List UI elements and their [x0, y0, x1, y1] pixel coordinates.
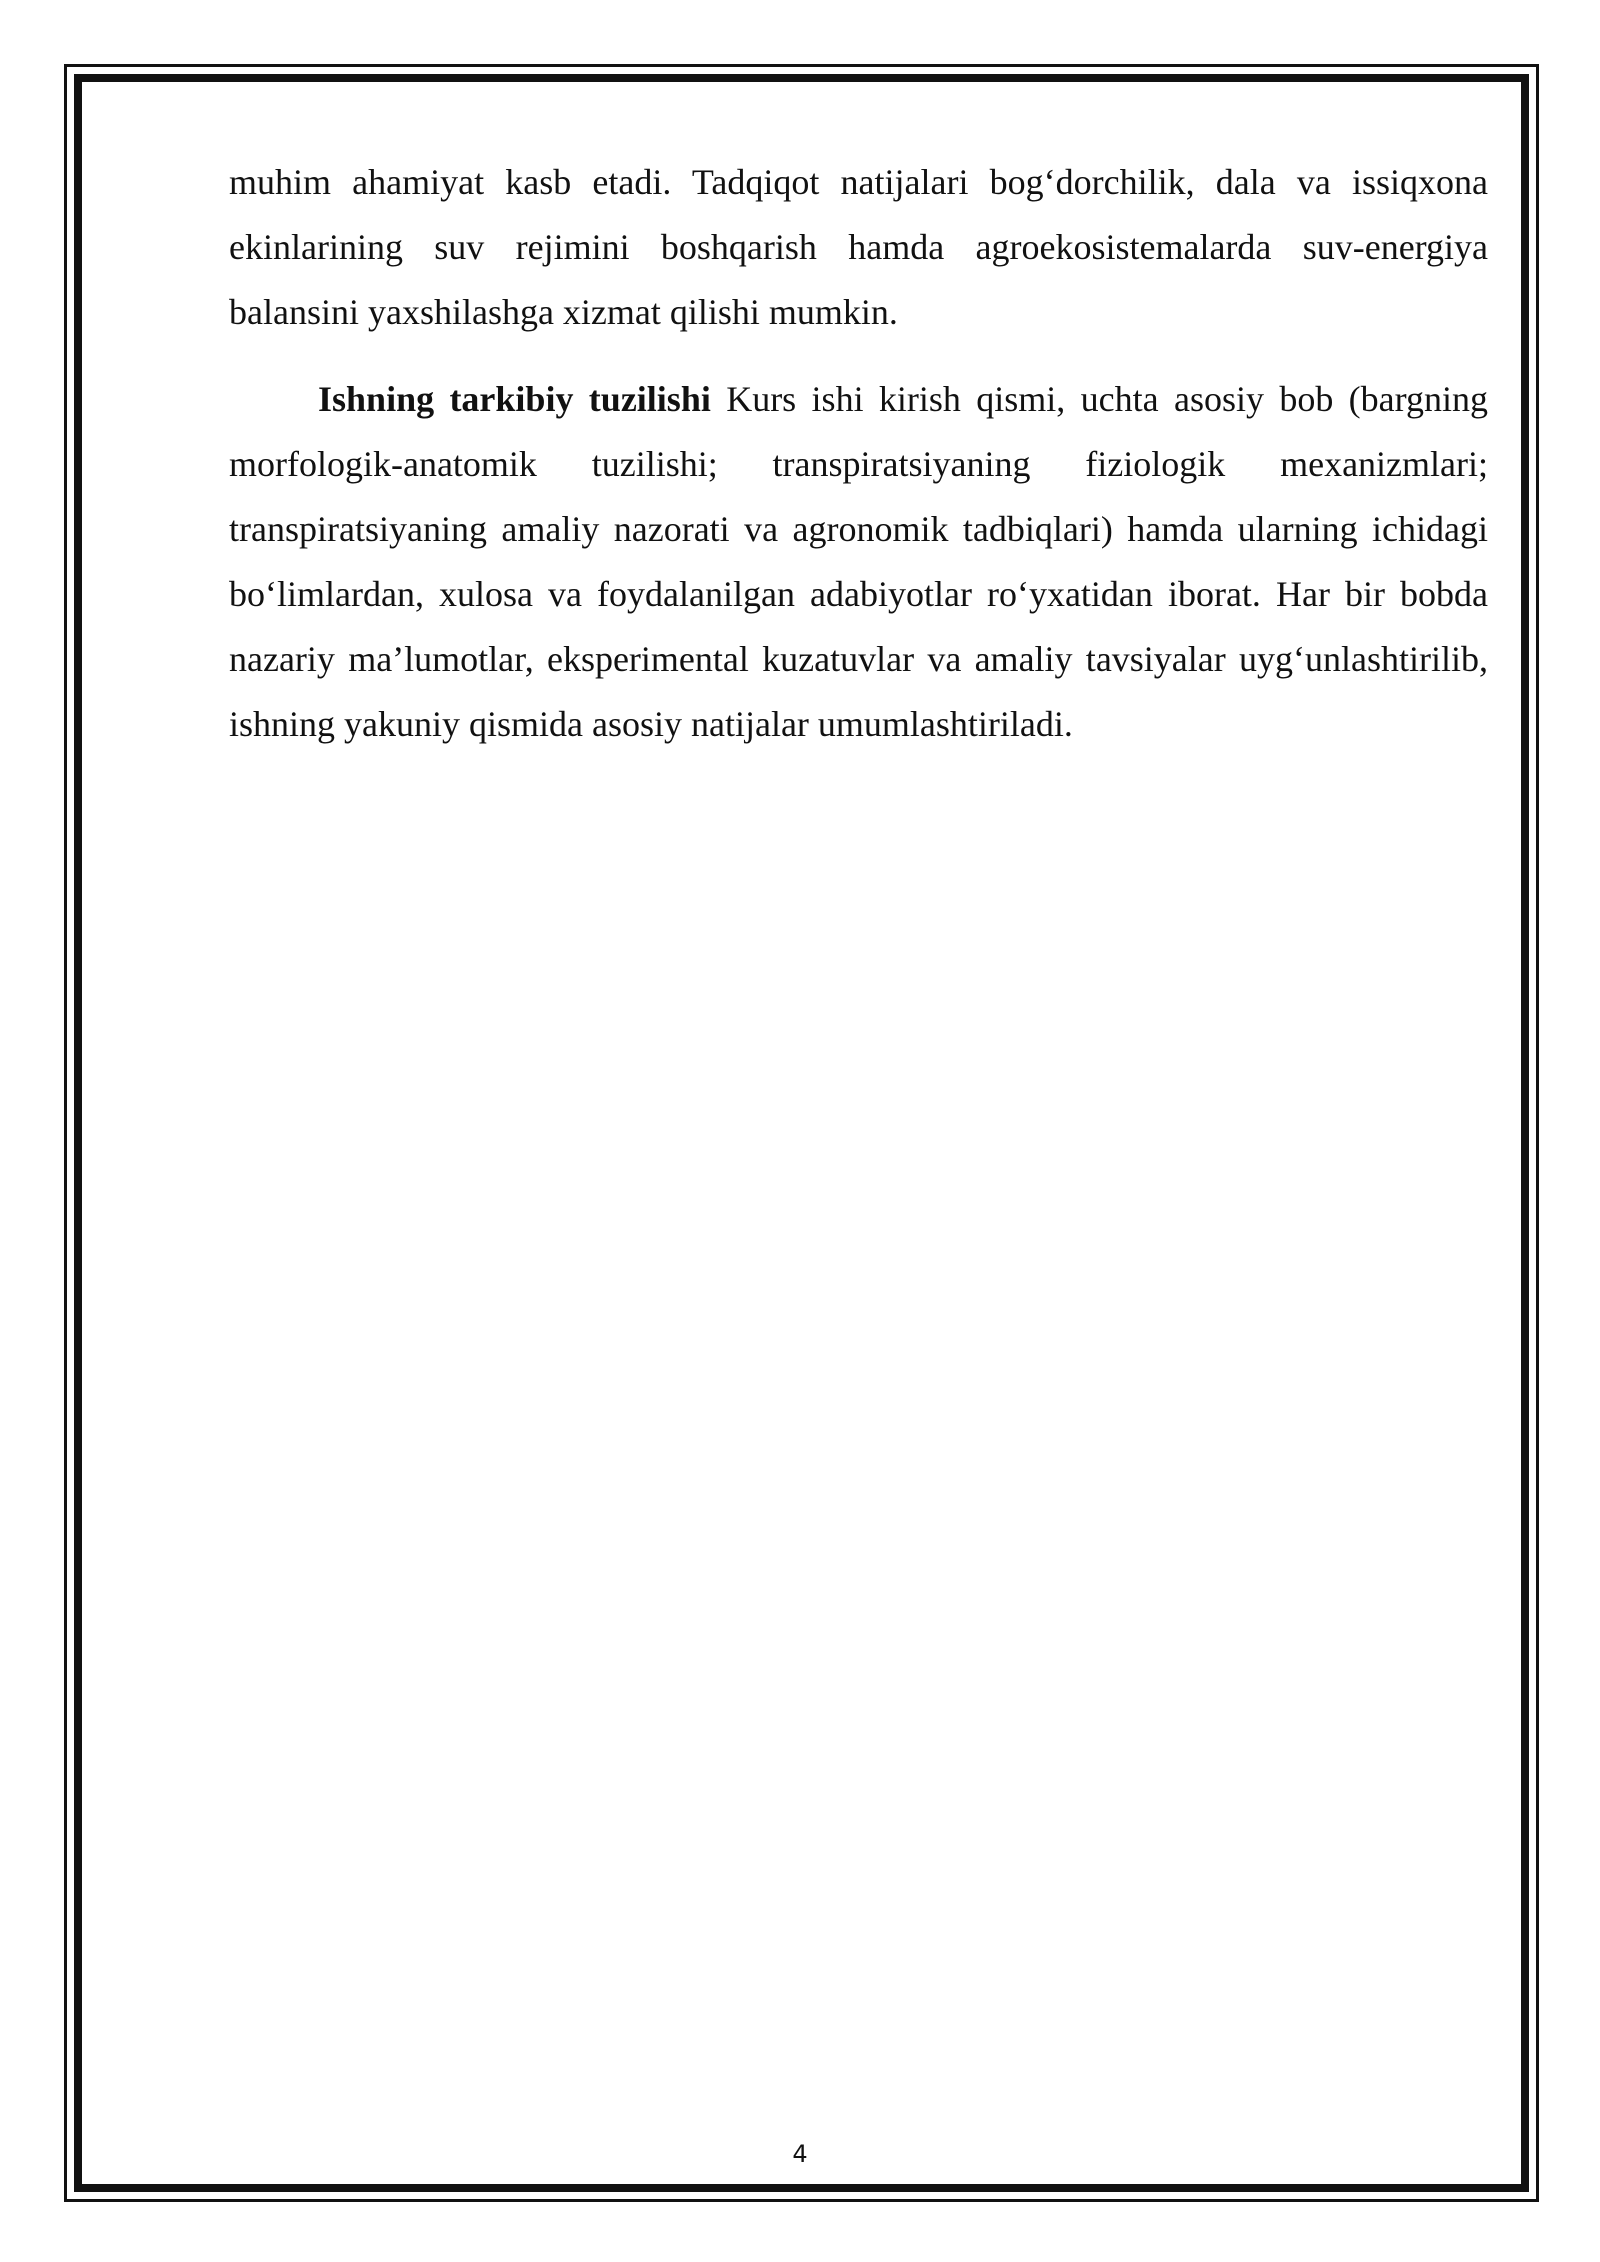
- paragraph-text: muhim ahamiyat kasb etadi. Tadqiqot natijalari bog‘dorchilik, dala va issiqxona ekinlarining suv rejimini boshqarish hamda agroekosistemalarda suv-energiya balansini yaxshilashga xizmat qilishi mumkin.: [229, 162, 1488, 332]
- paragraph-lead-heading: Ishning tarkibiy tuzilishi: [318, 379, 711, 419]
- paragraph-structure: [229, 367, 1488, 757]
- document-body: [229, 150, 1488, 757]
- paragraph-continuation: [229, 150, 1488, 345]
- page-number: 4: [792, 2140, 808, 2168]
- paragraph-text: Kurs ishi kirish qismi, uchta asosiy bob (bargning morfologik-anatomik tuzilishi; transpiratsiyaning fiziologik mexanizmlari; transpiratsiyaning amaliy nazorati va agronomik tadbiqlari) hamda ularning ichidagi bo‘limlardan, xulosa va foydalanilgan adabiyotlar ro‘yxatidan iborat. Har bir bobda nazariy ma’lumotlar, eksperimental kuzatuvlar va amaliy tavsiyalar uyg‘unlashtirilib, ishning yakuniy qismida asosiy natijalar umumlashtiriladi.: [229, 379, 1488, 744]
